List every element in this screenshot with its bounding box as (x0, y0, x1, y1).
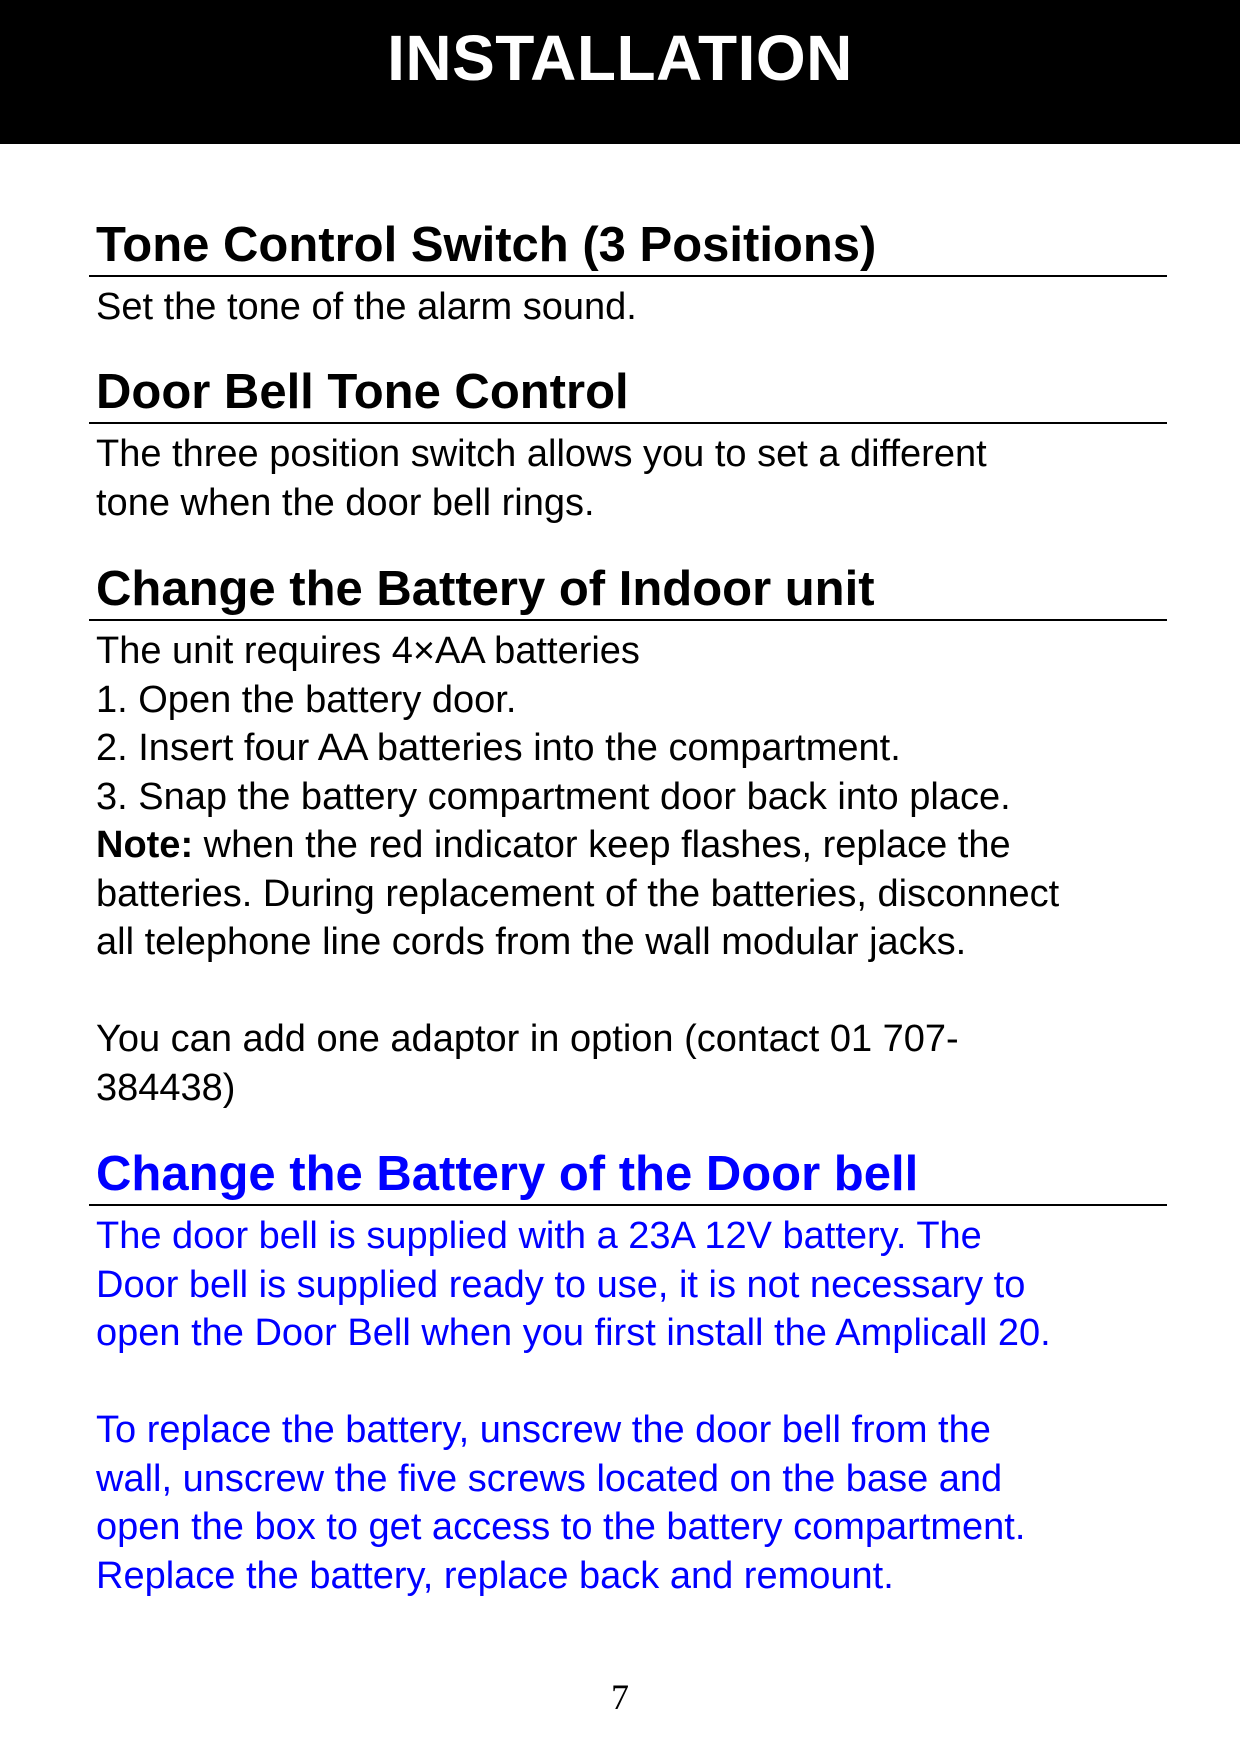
note-paragraph (89, 821, 1167, 967)
section-door-bell-battery (89, 1144, 1167, 1600)
header-banner (0, 0, 1240, 144)
page-number: 7 (611, 1677, 629, 1717)
body-line: The three position switch allows you to set a different (96, 433, 987, 475)
note-label: Note: (96, 824, 194, 866)
note-text: when the red indicator keep flashes, replace the batteries. During replacement of the batteries, disconnect all telephone line cords from the wall modular jacks. (96, 824, 1060, 963)
section-heading: Change the Battery of the Door bell (89, 1144, 1167, 1206)
section-indoor-unit-battery (89, 559, 1167, 1112)
door-bell-paragraph-2: To replace the battery, unscrew the door bell from the wall, unscrew the five screws located on the base and open the box to get access to the battery compartment. Replace the battery, replace back and remount. (96, 1409, 1026, 1597)
door-bell-paragraph-1: The door bell is supplied with a 23A 12V battery. The Door bell is supplied ready to use, it is not necessary to open the Door Bell when you first install the Amplicall 20. (96, 1215, 1051, 1354)
section-door-bell-tone-control (89, 362, 1167, 527)
body-line: The unit requires 4×AA batteries (96, 630, 640, 672)
section-heading: Change the Battery of Indoor unit (89, 559, 1167, 621)
step-item: 2. Insert four AA batteries into the compartment. (96, 727, 901, 769)
section-heading: Door Bell Tone Control (89, 362, 1167, 424)
adaptor-option-text: You can add one adaptor in option (contact 01 707- 384438) (96, 1018, 959, 1109)
section-tone-control-switch (89, 215, 1167, 332)
page-title: INSTALLATION (387, 22, 853, 94)
step-item: 3. Snap the battery compartment door back into place. (96, 775, 1011, 818)
section-heading: Tone Control Switch (3 Positions) (89, 215, 1167, 277)
body-line: tone when the door bell rings. (96, 481, 595, 524)
body-line: Set the tone of the alarm sound. (96, 286, 637, 328)
step-item: 1. Open the battery door. (96, 678, 517, 721)
